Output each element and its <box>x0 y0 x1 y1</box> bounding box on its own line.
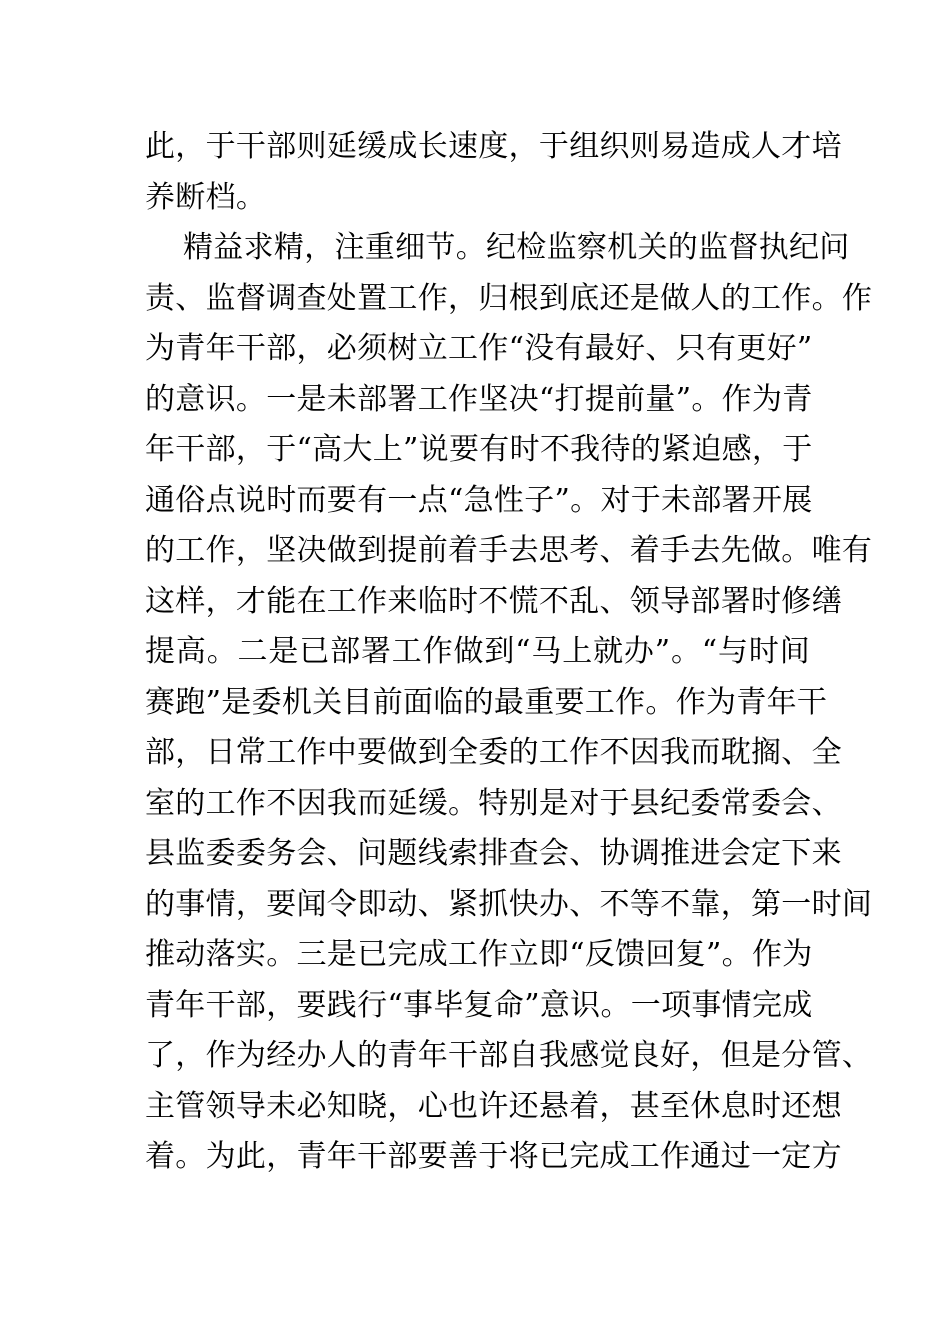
text-line: 此，于干部则延缓成长速度，于组织则易造成人才培 <box>145 129 842 164</box>
text-line: 养断档。 <box>145 179 267 215</box>
text-line: 的事情，要闻令即动、紧抓快办、不等不靠，第一时间 <box>145 886 873 922</box>
text-line: 的工作，坚决做到提前着手去思考、着手去先做。唯有 <box>145 533 873 568</box>
text-line: 为青年干部，必须树立工作“没有最好、只有更好” <box>145 331 813 366</box>
text-line: 推动落实。三是已完成工作立即“反馈回复”。作为 <box>145 937 813 972</box>
text-line: 县监委委务会、问题线索排查会、协调推进会定下来 <box>145 836 842 871</box>
paragraph-first-line: 精益求精，注重细节。纪检监察机关的监督执纪问 <box>183 230 850 265</box>
text-line: 着。为此，青年干部要善于将已完成工作通过一定方 <box>145 1139 842 1174</box>
text-line: 赛跑”是委机关目前面临的最重要工作。作为青年干 <box>145 684 828 720</box>
text-line: 的意识。一是未部署工作坚决“打提前量”。作为青 <box>145 381 813 417</box>
text-line: 责、监督调查处置工作，归根到底还是做人的工作。作 <box>145 280 873 316</box>
text-line: 青年干部，要践行“事毕复命”意识。一项事情完成 <box>145 987 813 1023</box>
text-line: 了，作为经办人的青年干部自我感觉良好，但是分管、 <box>145 1038 873 1073</box>
text-line: 通俗点说时而要有一点“急性子”。对于未部署开展 <box>145 482 813 518</box>
text-line: 主管领导未必知晓，心也许还悬着，甚至休息时还想 <box>145 1088 842 1124</box>
text-line: 提高。二是已部署工作做到“马上就办”。“与时间 <box>145 634 810 669</box>
text-line: 年干部，于“高大上”说要有时不我待的紧迫感，于 <box>145 432 813 467</box>
text-line: 部，日常工作中要做到全委的工作不因我而耽搁、全 <box>145 735 842 770</box>
text-line: 这样，才能在工作来临时不慌不乱、领导部署时修缮 <box>145 583 842 619</box>
text-line: 室的工作不因我而延缓。特别是对于县纪委常委会、 <box>145 785 842 821</box>
body-text <box>145 122 873 1183</box>
